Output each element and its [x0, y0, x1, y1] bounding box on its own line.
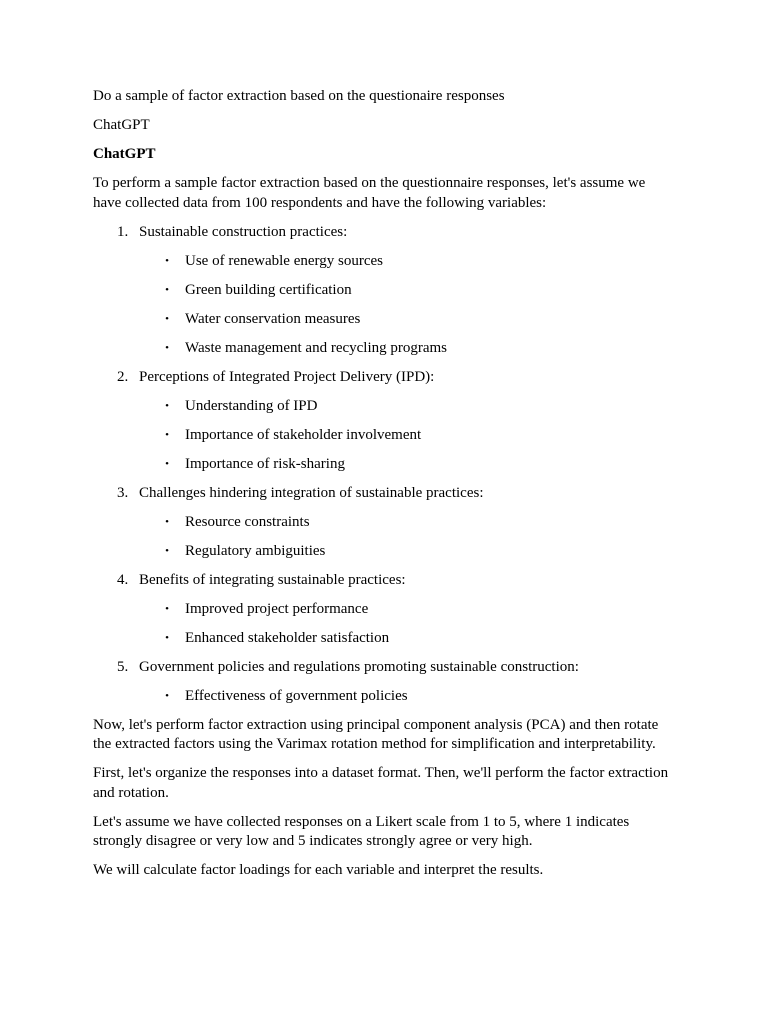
- bullet-icon: •: [165, 631, 169, 644]
- list-item: [93, 542, 673, 562]
- section-subitems: [93, 397, 673, 475]
- section-number: 5.: [117, 658, 129, 675]
- bullet-icon: •: [165, 312, 169, 325]
- body-paragraph: First, let's organize the responses into a dataset format. Then, we'll perform the factor extraction and rotation.: [93, 765, 669, 801]
- bullet-icon: •: [165, 544, 169, 557]
- list-item: [93, 310, 673, 330]
- section-title: Government policies and regulations promoting sustainable construction:: [139, 658, 579, 675]
- bullet-icon: •: [165, 283, 169, 296]
- section-title: Benefits of integrating sustainable practices:: [139, 571, 406, 588]
- section-item: [93, 223, 673, 359]
- bullet-icon: •: [165, 457, 169, 470]
- section-subitems: [93, 600, 673, 649]
- list-item-text: Understanding of IPD: [185, 397, 318, 414]
- bullet-icon: •: [165, 515, 169, 528]
- bullet-icon: •: [165, 602, 169, 615]
- bullet-icon: •: [165, 428, 169, 441]
- bullet-icon: •: [165, 399, 169, 412]
- section-number: 4.: [117, 571, 129, 588]
- section-number: 2.: [117, 368, 129, 385]
- user-prompt: Do a sample of factor extraction based on the questionaire responses: [93, 88, 505, 104]
- list-item: [93, 339, 673, 359]
- section-subitems: [93, 687, 673, 707]
- bullet-icon: •: [165, 254, 169, 267]
- list-item: [93, 687, 673, 707]
- section-title: Challenges hindering integration of sustainable practices:: [139, 484, 484, 501]
- section-item: [93, 484, 673, 562]
- bullet-icon: •: [165, 341, 169, 354]
- list-item-text: Waste management and recycling programs: [185, 339, 448, 356]
- list-item-text: Improved project performance: [185, 600, 369, 617]
- body-paragraph: Now, let's perform factor extraction using principal component analysis (PCA) and then rotate the extracted factors using the Varimax rotation method for simplification and interpretability.: [93, 716, 659, 752]
- list-item-text: Regulatory ambiguities: [185, 542, 326, 559]
- list-item-text: Importance of stakeholder involvement: [185, 426, 422, 443]
- speaker-label: ChatGPT: [93, 117, 150, 133]
- list-item: [93, 455, 673, 475]
- list-item: [93, 600, 673, 620]
- section-subitems: [93, 513, 673, 562]
- section-item: [93, 571, 673, 649]
- section-number: 1.: [117, 223, 129, 240]
- list-item-text: Resource constraints: [185, 513, 310, 530]
- list-item-text: Enhanced stakeholder satisfaction: [185, 629, 390, 646]
- document-page: [93, 87, 673, 890]
- list-item: [93, 629, 673, 649]
- section-title: Perceptions of Integrated Project Delivery (IPD):: [139, 368, 435, 385]
- intro-paragraph: To perform a sample factor extraction based on the questionnaire responses, let's assume we have collected data from 100 respondents and have the following variables:: [93, 175, 646, 211]
- list-item-text: Effectiveness of government policies: [185, 687, 408, 704]
- speaker-heading: ChatGPT: [93, 146, 156, 162]
- list-item: [93, 426, 673, 446]
- list-item: [93, 252, 673, 272]
- body-paragraph: Let's assume we have collected responses on a Likert scale from 1 to 5, where 1 indicates strongly disagree or very low and 5 indicates strongly agree or very high.: [93, 813, 630, 849]
- list-item: [93, 281, 673, 301]
- section-item: [93, 368, 673, 475]
- list-item: [93, 513, 673, 533]
- list-item: [93, 397, 673, 417]
- section-number: 3.: [117, 484, 129, 501]
- list-item-text: Importance of risk-sharing: [185, 455, 345, 472]
- bullet-icon: •: [165, 689, 169, 702]
- list-item-text: Green building certification: [185, 281, 352, 298]
- body-paragraph: We will calculate factor loadings for each variable and interpret the results.: [93, 862, 544, 878]
- list-item-text: Use of renewable energy sources: [185, 252, 383, 269]
- section-subitems: [93, 252, 673, 359]
- list-item-text: Water conservation measures: [185, 310, 361, 327]
- section-item: [93, 658, 673, 707]
- section-title: Sustainable construction practices:: [139, 223, 348, 240]
- variable-sections-list: [93, 223, 673, 707]
